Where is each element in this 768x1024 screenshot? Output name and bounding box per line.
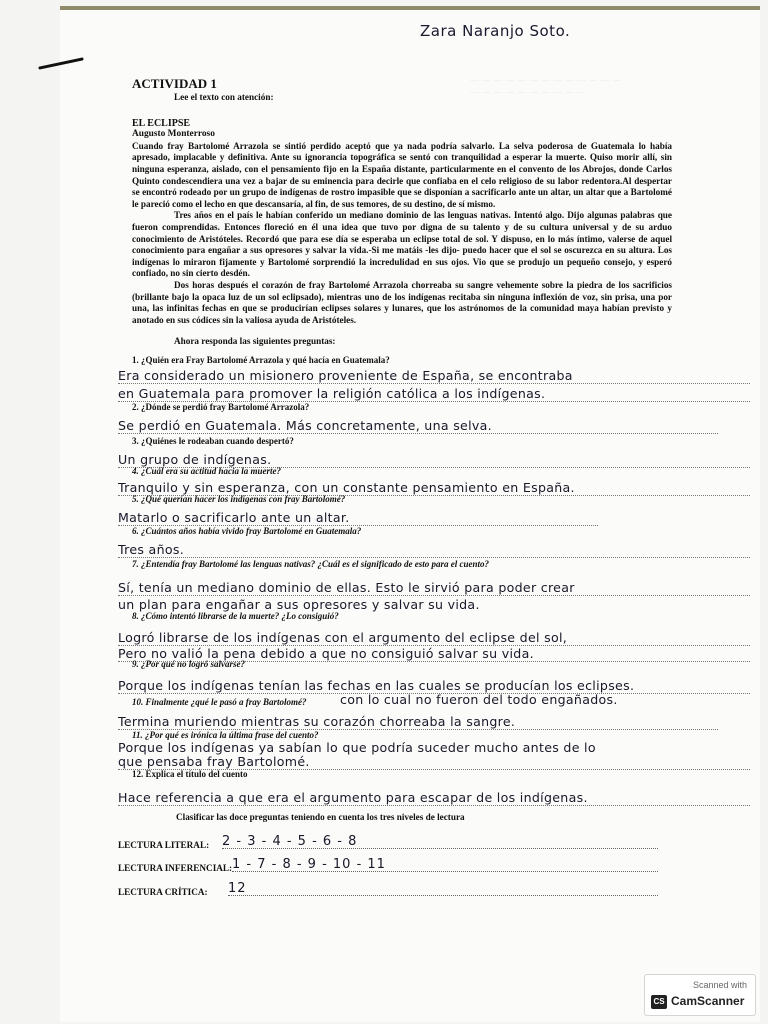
answer-7-line-2: un plan para engañar a sus opresores y salvar su vida. bbox=[118, 597, 480, 612]
question-8: 8. ¿Cómo intentó librarse de la muerte? ¿Lo consiguió? bbox=[132, 611, 339, 621]
answer-9-line-1: Porque los indígenas tenían las fechas en las cuales se producían los eclipses. bbox=[118, 678, 750, 694]
activity-title: ACTIVIDAD 1 bbox=[132, 76, 217, 91]
answer-6: Tres años. bbox=[118, 542, 750, 558]
bleed-through-text: — — — — — — — — — — bbox=[470, 88, 586, 98]
answer-5: Matarlo o sacrificarlo ante un altar. bbox=[118, 510, 598, 526]
question-12: 12. Explica el título del cuento bbox=[132, 769, 248, 779]
answer-11-line-2: que pensaba fray Bartolomé. bbox=[118, 754, 750, 770]
story-paragraph: Tres años en el país le habían conferido un mediano dominio de las lenguas nativas. Intentó algo. Dijo algunas palabras que fueron comprendidas. Entonces floreció en él una idea que tuvo por digna de su talento y de su cultura universal y de su arduo conocimiento de Aristóteles. Recordó que para ese día se esperaba un eclipse total de sol. Y dispuso, en lo más íntimo, valerse de aquel conocimiento para engañar a sus opresores y salvar la vida.-Si me matáis -les dijo- puedo hacer que el sol se oscurezca en su altura. Los indígenas lo miraron fijamente y Bartolomé sorprendió la incredulidad en sus ojos. Vio que se produjo un pequeño consejo, y esperó confiado, no sin cierto desdén. bbox=[132, 210, 672, 279]
student-name: Zara Naranjo Soto. bbox=[420, 22, 571, 40]
answer-8-line-2: Pero no valió la pena debido a que no consiguió salvar su vida. bbox=[118, 646, 750, 662]
level-literal-label: LECTURA LITERAL: bbox=[118, 840, 210, 850]
classification-instruction: Clasificar las doce preguntas teniendo en cuenta los tres niveles de lectura bbox=[176, 812, 465, 822]
activity-instruction: Lee el texto con atención: bbox=[174, 92, 274, 102]
story-paragraph: Cuando fray Bartolomé Arrazola se sintió perdido aceptó que ya nada podría salvarlo. La selva poderosa de Guatemala lo había apresado, implacable y definitiva. Ante su ignorancia topográfica se sentó con tranquilidad a esperar la muerte. Quiso morir allí, sin ninguna esperanza, aislado, con el pensamiento fijo en la España distante, particularmente en el convento de los Abrojos, donde Carlos Quinto condescendiera una vez a bajar de su eminencia para decirle que confiaba en el celo religioso de su labor redentora.Al despertar se encontró rodeado por un grupo de indígenas de rostro impasible que se disponían a sacrificarlo ante un altar, un altar que a Bartolomé le pareció como el lecho en que descansaría, al fin, de sus temores, de su destino, de sí mismo. bbox=[132, 140, 672, 209]
question-9: 9. ¿Por qué no logró salvarse? bbox=[132, 659, 246, 669]
level-inferential-label: LECTURA INFERENCIAL: bbox=[118, 863, 233, 873]
question-11: 11. ¿Por qué es irónica la última frase del cuento? bbox=[132, 730, 319, 740]
answer-9-line-2: con lo cual no fueron del todo engañados. bbox=[340, 692, 618, 707]
question-4: 4. ¿Cuál era su actitud hacia la muerte? bbox=[132, 466, 282, 476]
camscanner-badge bbox=[644, 974, 756, 1016]
answer-12: Hace referencia a que era el argumento para escapar de los indígenas. bbox=[118, 790, 750, 806]
answer-1-line-2: en Guatemala para promover la religión católica a los indígenas. bbox=[118, 386, 750, 402]
question-6: 6. ¿Cuántos años había vivido fray Bartolomé en Guatemala? bbox=[132, 526, 362, 536]
badge-caption: Scanned with bbox=[692, 980, 747, 990]
story-author: Augusto Monterroso bbox=[132, 129, 215, 140]
story-title: EL ECLIPSE bbox=[132, 117, 191, 129]
bleed-through-text: — — — — — — — — — — — — — bbox=[470, 76, 622, 86]
answer-2: Se perdió en Guatemala. Más concretamente, una selva. bbox=[118, 418, 718, 434]
answer-8-line-1: Logró librarse de los indígenas con el argumento del eclipse del sol, bbox=[118, 630, 750, 646]
activity-text bbox=[132, 76, 672, 348]
question-1: 1. ¿Quién era Fray Bartolomé Arrazola y qué hacía en Guatemala? bbox=[132, 355, 390, 365]
question-10: 10. Finalmente ¿qué le pasó a fray Bartolomé? bbox=[132, 697, 307, 707]
answer-10: Termina muriendo mientras su corazón chorreaba la sangre. bbox=[118, 714, 718, 730]
questions-prompt: Ahora responda las siguientes preguntas: bbox=[174, 336, 336, 347]
camscanner-logo-icon: CS bbox=[651, 995, 667, 1009]
answer-7-line-1: Sí, tenía un mediano dominio de ellas. Esto le sirvió para poder crear bbox=[118, 580, 750, 596]
level-literal-value: 2 - 3 - 4 - 5 - 6 - 8 bbox=[222, 834, 658, 849]
answer-1-line-1: Era considerado un misionero proveniente de España, se encontraba bbox=[118, 368, 750, 384]
question-2: 2. ¿Dónde se perdió fray Bartolomé Arrazola? bbox=[132, 402, 310, 412]
badge-app-name: CamScanner bbox=[671, 994, 745, 1008]
level-inferential-value: 1 - 7 - 8 - 9 - 10 - 11 bbox=[232, 857, 658, 872]
question-7: 7. ¿Entendía fray Bartolomé las lenguas nativas? ¿Cuál es el significado de esto para el cuento? bbox=[132, 559, 490, 569]
answer-11-line-1: Porque los indígenas ya sabían lo que podría suceder mucho antes de lo bbox=[118, 740, 596, 755]
question-3: 3. ¿Quiénes le rodeaban cuando despertó? bbox=[132, 436, 294, 446]
answer-3: Un grupo de indígenas. bbox=[118, 452, 750, 468]
answer-4: Tranquilo y sin esperanza, con un constante pensamiento en España. bbox=[118, 480, 750, 496]
level-critical-value: 12 bbox=[228, 881, 658, 896]
story-paragraph: Dos horas después el corazón de fray Bartolomé Arrazola chorreaba su sangre vehemente sobre la piedra de los sacrificios (brillante bajo la opaca luz de un sol eclipsado), mientras uno de los indígenas recitaba sin ninguna inflexión de voz, sin prisa, una por una, las infinitas fechas en que se producirían eclipses solares y lunares, que los astrónomos de la comunidad maya habían previsto y anotado en sus códices sin la valiosa ayuda de Aristóteles. bbox=[132, 279, 672, 325]
question-5: 5. ¿Qué querían hacer los indígenas con fray Bartolomé? bbox=[132, 494, 346, 504]
level-critical-label: LECTURA CRÍTICA: bbox=[118, 887, 208, 897]
